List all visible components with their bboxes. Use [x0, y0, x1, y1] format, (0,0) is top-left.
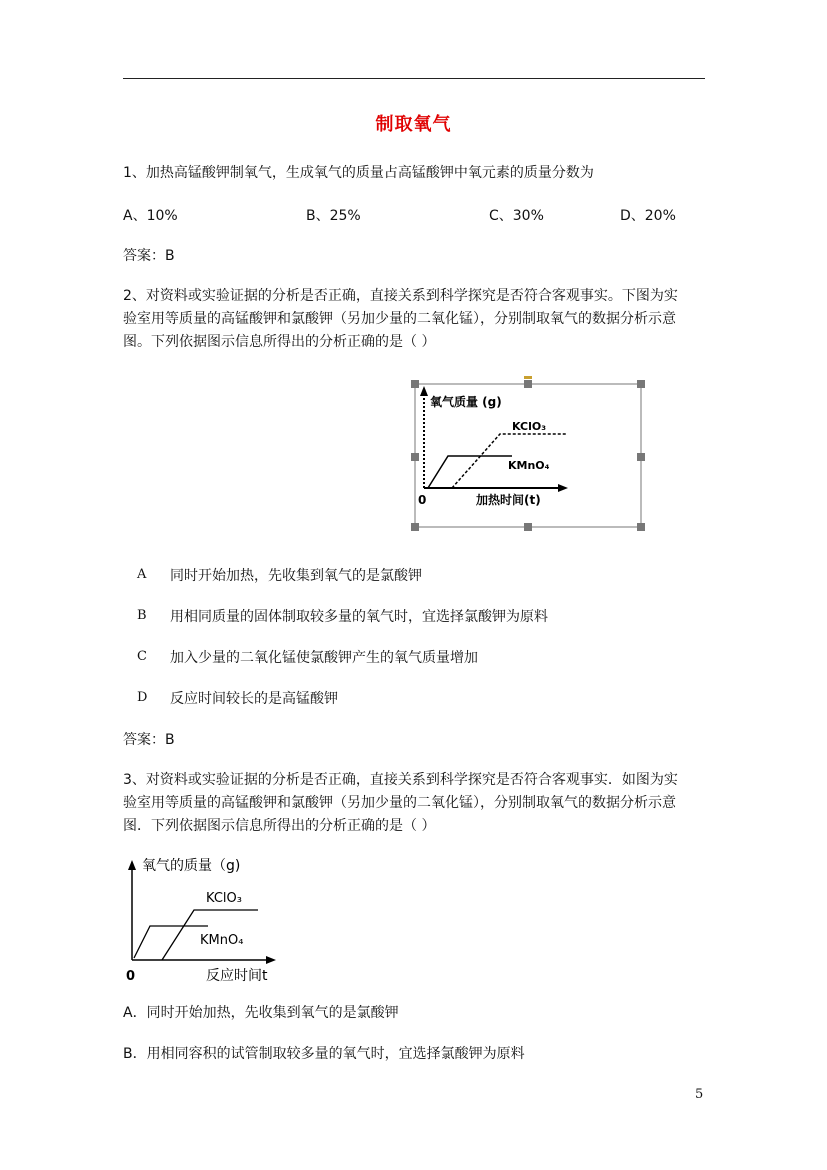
q3-y-label: 氧气的质量（g) [142, 858, 241, 874]
q2-series-lower: KMnO₄ [508, 459, 550, 472]
q2-stem-line-1: 2、对资料或实验证据的分析是否正确，直接关系到科学探究是否符合客观事实。下图为实 [123, 288, 678, 304]
q3-origin: 0 [126, 969, 136, 984]
q1-option-b: B、25% [306, 208, 361, 224]
q2-option-d-letter: D [137, 690, 148, 705]
q1-stem: 1、加热高锰酸钾制氧气，生成氧气的质量占高锰酸钾中氧元素的质量分数为 [123, 165, 594, 181]
q2-option-c-letter: C [137, 649, 147, 664]
q2-option-a-text: 同时开始加热，先收集到氧气的是氯酸钾 [170, 568, 422, 584]
q3-x-label: 反应时间t [206, 968, 268, 984]
q2-x-label: 加热时间(t) [476, 493, 541, 507]
q1-option-d: D、20% [620, 208, 676, 224]
q2-origin: 0 [418, 493, 427, 507]
page-title: 制取氧气 [375, 114, 452, 135]
q2-option-b-text: 用相同质量的固体制取较多量的氧气时，宜选择氯酸钾为原料 [170, 609, 548, 625]
q3-figure [118, 850, 288, 986]
q2-option-b-letter: B [137, 608, 147, 623]
q2-option-a-letter: A [137, 567, 147, 582]
q3-kmno4-curve [134, 926, 208, 958]
q2-series-upper: KClO₃ [512, 420, 547, 433]
q1-option-c: C、30% [489, 208, 544, 224]
q2-option-d-text: 反应时间较长的是高锰酸钾 [170, 691, 338, 707]
q3-stem-line-2: 验室用等质量的高锰酸钾和氯酸钾（另加少量的二氧化锰），分别制取氧气的数据分析示意 [123, 795, 676, 811]
q3-stem-line-1: 3、对资料或实验证据的分析是否正确，直接关系到科学探究是否符合客观事实．如图为实 [123, 772, 678, 788]
q1-answer: 答案：B [123, 248, 175, 264]
q2-y-label: 氧气质量 (g) [430, 395, 502, 409]
q3-option-b: B．用相同容积的试管制取较多量的氧气时，宜选择氯酸钾为原料 [123, 1046, 525, 1062]
q3-option-a: A．同时开始加热，先收集到氧气的是氯酸钾 [123, 1005, 399, 1021]
x-axis-arrow [558, 484, 568, 492]
q2-stem-line-3: 图。下列依据图示信息所得出的分析正确的是（ ） [123, 334, 436, 350]
q2-figure[interactable] [408, 376, 650, 532]
q2-stem-line-2: 验室用等质量的高锰酸钾和氯酸钾（另加少量的二氧化锰），分别制取氧气的数据分析示意 [123, 311, 676, 327]
q3-x-axis-arrow [266, 956, 276, 964]
q3-series-upper: KClO₃ [206, 891, 242, 906]
page-number: 5 [695, 1087, 704, 1102]
rotate-handle[interactable] [524, 376, 532, 379]
q3-series-lower: KMnO₄ [200, 933, 244, 948]
q2-option-c-text: 加入少量的二氧化锰使氯酸钾产生的氧气质量增加 [170, 650, 478, 666]
q2-answer: 答案：B [123, 732, 175, 748]
q3-y-axis-arrow [128, 860, 136, 870]
kmno4-curve [428, 456, 512, 488]
q1-option-a: A、10% [123, 208, 178, 224]
header-rule [123, 78, 705, 79]
y-axis-arrow [420, 386, 428, 396]
q3-stem-line-3: 图．下列依据图示信息所得出的分析正确的是（ ） [123, 818, 436, 834]
